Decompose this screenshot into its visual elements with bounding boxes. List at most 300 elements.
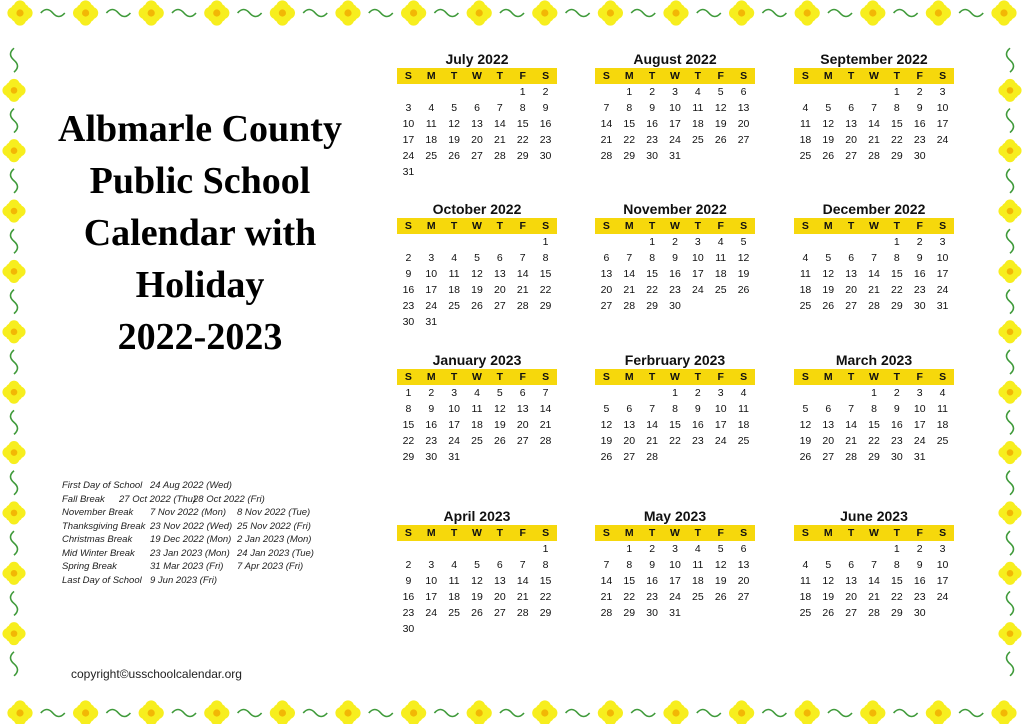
day-cell: 18: [714, 268, 727, 280]
day-cell: 12: [737, 252, 750, 264]
weekday-label: S: [404, 70, 412, 82]
day-cell: 11: [448, 575, 460, 587]
weekday-label: F: [717, 220, 724, 232]
holiday-date-start: 31 Mar 2023 (Fri): [150, 561, 224, 572]
weekday-label: W: [869, 371, 879, 383]
day-cell: 31: [425, 316, 438, 328]
day-cell: 22: [623, 134, 636, 146]
day-cell: 12: [600, 419, 613, 431]
month-title: July 2022: [445, 51, 509, 67]
day-cell: 31: [936, 300, 949, 312]
weekday-label: T: [893, 70, 901, 82]
weekday-label: M: [823, 371, 833, 383]
day-cell: 22: [669, 435, 681, 447]
day-cell: 11: [937, 403, 949, 415]
day-cell: 20: [494, 591, 506, 603]
weekday-label: F: [916, 371, 923, 383]
weekday-header: [397, 525, 557, 541]
day-cell: 28: [494, 150, 506, 162]
day-cell: 7: [649, 403, 656, 415]
weekday-label: S: [404, 220, 412, 232]
day-cell: 3: [672, 543, 678, 555]
month-title: June 2023: [840, 508, 908, 524]
weekday-label: W: [670, 527, 680, 539]
month-title: Ferbruary 2023: [624, 352, 726, 368]
day-cell: 8: [626, 559, 633, 571]
weekday-label: S: [602, 371, 610, 383]
day-cell: 21: [600, 134, 613, 146]
day-cell: 25: [692, 134, 704, 146]
day-cell: 17: [936, 268, 949, 280]
weekday-label: W: [472, 70, 482, 82]
month-calendar: [595, 351, 755, 465]
day-cell: 8: [672, 403, 678, 415]
day-cell: 19: [714, 118, 727, 130]
month-title: August 2022: [633, 51, 717, 67]
day-cell: 13: [471, 118, 483, 130]
day-cell: 11: [471, 403, 483, 415]
day-cell: 16: [891, 419, 903, 431]
day-cell: 24: [913, 435, 926, 447]
day-cell: 2: [405, 252, 412, 264]
day-cell: 25: [936, 435, 949, 447]
month-calendar: [595, 50, 755, 164]
month-title: April 2023: [443, 508, 511, 524]
weekday-label: S: [542, 527, 550, 539]
holiday-date-start: 27 Oct 2022 (Thu): [119, 493, 197, 505]
day-cell: 28: [600, 607, 613, 619]
day-cell: 21: [623, 284, 636, 296]
holiday-date-end: 7 Apr 2023 (Fri): [237, 561, 304, 572]
weekday-label: S: [404, 371, 412, 383]
day-cell: 23: [913, 284, 926, 296]
day-cell: 20: [737, 575, 750, 587]
day-cell: 2: [893, 387, 900, 399]
day-cell: 26: [714, 591, 727, 603]
day-cell: 25: [737, 435, 750, 447]
day-cell: 30: [913, 300, 926, 312]
day-cell: 28: [623, 300, 636, 312]
day-cell: 4: [740, 387, 747, 399]
day-cell: 17: [692, 268, 704, 280]
day-cell: 23: [669, 284, 681, 296]
day-cell: 2: [672, 236, 678, 248]
day-cell: 29: [891, 607, 903, 619]
day-cell: 6: [740, 543, 747, 555]
day-cell: 20: [494, 284, 506, 296]
day-cell: 31: [669, 607, 681, 619]
day-cell: 27: [737, 134, 750, 146]
day-cell: 8: [405, 403, 412, 415]
day-cell: 22: [891, 134, 903, 146]
day-cell: 6: [848, 559, 855, 571]
day-cell: 26: [714, 134, 727, 146]
weekday-label: F: [717, 527, 724, 539]
weekday-label: S: [740, 220, 748, 232]
day-cell: 15: [868, 419, 880, 431]
day-cell: 7: [603, 102, 610, 114]
weekday-label: T: [893, 371, 901, 383]
day-cell: 24: [936, 591, 949, 603]
day-cell: 19: [714, 575, 727, 587]
weekday-label: T: [450, 527, 458, 539]
day-cell: 9: [893, 403, 900, 415]
weekday-header: [595, 68, 755, 84]
weekday-label: M: [624, 527, 634, 539]
day-cell: 19: [822, 134, 835, 146]
weekday-label: M: [426, 220, 436, 232]
day-cell: 15: [516, 118, 529, 130]
day-cell: 19: [494, 419, 506, 431]
day-cell: 6: [740, 86, 747, 98]
day-cell: 17: [402, 134, 415, 146]
holiday-date-start: 24 Aug 2022 (Wed): [150, 480, 232, 491]
weekday-label: T: [694, 70, 702, 82]
weekday-label: T: [450, 371, 458, 383]
weekday-label: S: [602, 527, 610, 539]
day-cell: 16: [539, 118, 552, 130]
holiday-name: Mid Winter Break: [62, 547, 135, 559]
day-cell: 16: [646, 118, 658, 130]
day-cell: 14: [646, 419, 658, 431]
day-cell: 7: [496, 102, 503, 114]
day-cell: 11: [738, 403, 750, 415]
day-cell: 12: [448, 118, 460, 130]
day-cell: 21: [868, 284, 880, 296]
day-cell: 27: [600, 300, 613, 312]
weekday-label: S: [801, 220, 809, 232]
day-cell: 4: [802, 252, 809, 264]
day-cell: 30: [646, 607, 658, 619]
weekday-label: T: [450, 220, 458, 232]
weekday-label: F: [519, 70, 526, 82]
day-grid: [397, 234, 557, 330]
day-grid: [794, 234, 954, 314]
day-grid: [595, 541, 755, 621]
day-cell: 26: [600, 451, 613, 463]
day-cell: 2: [428, 387, 435, 399]
day-cell: 16: [425, 419, 438, 431]
day-cell: 29: [539, 607, 552, 619]
holiday-date-start: 23 Nov 2022 (Wed): [150, 520, 233, 532]
day-cell: 11: [799, 118, 811, 130]
holiday-date-end: 28 Oct 2022 (Fri): [193, 493, 265, 505]
day-cell: 26: [822, 607, 835, 619]
day-cell: 3: [451, 387, 458, 399]
weekday-label: W: [472, 220, 482, 232]
weekday-label: M: [823, 527, 833, 539]
day-grid: [595, 234, 755, 314]
day-cell: 28: [600, 150, 613, 162]
title-line: Public School: [89, 160, 311, 202]
day-cell: 17: [913, 419, 926, 431]
day-cell: 4: [717, 236, 724, 248]
weekday-label: S: [542, 70, 550, 82]
day-cell: 29: [646, 300, 658, 312]
month-calendar: [595, 507, 755, 621]
page-title: [30, 103, 370, 363]
day-cell: 7: [519, 559, 526, 571]
month-title: May 2023: [643, 508, 707, 524]
day-cell: 29: [868, 451, 880, 463]
day-cell: 18: [799, 284, 812, 296]
weekday-header: [397, 369, 557, 385]
day-cell: 15: [891, 118, 903, 130]
day-cell: 15: [402, 419, 415, 431]
day-cell: 15: [539, 268, 552, 280]
weekday-label: F: [717, 371, 724, 383]
weekday-label: W: [869, 220, 879, 232]
day-cell: 11: [692, 102, 704, 114]
day-cell: 18: [448, 591, 460, 603]
day-cell: 25: [799, 607, 812, 619]
day-cell: 19: [737, 268, 750, 280]
day-cell: 20: [471, 134, 483, 146]
day-cell: 14: [516, 575, 529, 587]
day-cell: 2: [916, 543, 923, 555]
day-cell: 26: [822, 150, 835, 162]
holiday-name: Fall Break: [62, 493, 105, 505]
day-cell: 14: [868, 575, 880, 587]
day-cell: 5: [740, 236, 747, 248]
month-calendar: [397, 351, 557, 465]
weekday-label: T: [893, 527, 901, 539]
day-cell: 12: [714, 102, 727, 114]
day-grid: [397, 541, 557, 637]
day-cell: 21: [845, 435, 857, 447]
weekday-label: W: [869, 70, 879, 82]
holiday-date-end: 25 Nov 2022 (Fri): [237, 520, 311, 532]
weekday-label: W: [670, 220, 680, 232]
day-cell: 8: [542, 252, 549, 264]
day-cell: 24: [448, 435, 460, 447]
day-cell: 14: [600, 118, 613, 130]
day-cell: 11: [425, 118, 437, 130]
day-cell: 6: [603, 252, 610, 264]
day-cell: 8: [893, 252, 900, 264]
day-cell: 26: [471, 300, 483, 312]
day-cell: 3: [939, 86, 946, 98]
day-cell: 28: [845, 451, 857, 463]
day-cell: 29: [539, 300, 552, 312]
holiday-name: Last Day of School: [62, 574, 142, 586]
day-cell: 14: [516, 268, 529, 280]
day-cell: 5: [825, 559, 832, 571]
day-cell: 11: [799, 575, 811, 587]
day-cell: 16: [913, 268, 926, 280]
weekday-label: F: [916, 70, 923, 82]
day-cell: 13: [845, 268, 857, 280]
day-cell: 9: [649, 102, 656, 114]
day-cell: 18: [692, 118, 704, 130]
day-cell: 17: [669, 118, 681, 130]
day-cell: 22: [891, 591, 903, 603]
day-cell: 26: [799, 451, 812, 463]
day-cell: 1: [893, 86, 900, 98]
weekday-label: S: [542, 371, 550, 383]
day-cell: 13: [737, 559, 750, 571]
day-cell: 7: [871, 102, 877, 114]
day-cell: 22: [891, 284, 903, 296]
weekday-label: M: [426, 527, 436, 539]
weekday-label: F: [916, 527, 923, 539]
weekday-label: F: [519, 527, 526, 539]
day-cell: 18: [737, 419, 750, 431]
day-cell: 5: [825, 102, 832, 114]
day-cell: 7: [519, 252, 526, 264]
weekday-label: M: [624, 220, 634, 232]
weekday-label: T: [694, 371, 702, 383]
day-cell: 6: [848, 102, 855, 114]
day-cell: 10: [692, 252, 704, 264]
day-cell: 14: [494, 118, 506, 130]
day-cell: 4: [474, 387, 480, 399]
day-cell: 12: [822, 118, 835, 130]
weekday-label: S: [542, 220, 550, 232]
day-cell: 10: [936, 252, 949, 264]
day-cell: 4: [939, 387, 946, 399]
month-calendar: [397, 507, 557, 637]
day-cell: 1: [672, 387, 678, 399]
weekday-label: W: [472, 371, 482, 383]
day-cell: 26: [737, 284, 750, 296]
title-line: 2022-2023: [117, 316, 283, 358]
day-cell: 14: [845, 419, 857, 431]
day-cell: 3: [717, 387, 724, 399]
day-cell: 16: [669, 268, 681, 280]
day-cell: 20: [845, 284, 857, 296]
day-cell: 21: [868, 591, 880, 603]
day-cell: 15: [669, 419, 681, 431]
day-cell: 1: [519, 86, 526, 98]
day-cell: 30: [402, 623, 415, 635]
day-cell: 8: [893, 559, 900, 571]
day-cell: 10: [425, 268, 438, 280]
day-cell: 16: [402, 284, 415, 296]
day-cell: 10: [448, 403, 460, 415]
weekday-label: F: [519, 371, 526, 383]
day-cell: 8: [626, 102, 633, 114]
day-cell: 17: [936, 575, 949, 587]
day-cell: 30: [646, 150, 658, 162]
month-title: March 2023: [835, 352, 913, 368]
day-cell: 3: [939, 543, 946, 555]
day-cell: 21: [516, 591, 529, 603]
day-cell: 22: [539, 284, 552, 296]
day-cell: 29: [623, 607, 636, 619]
day-grid: [595, 84, 755, 164]
weekday-label: T: [847, 371, 855, 383]
day-cell: 15: [891, 268, 903, 280]
day-cell: 4: [451, 252, 458, 264]
day-cell: 19: [600, 435, 613, 447]
day-cell: 25: [714, 284, 727, 296]
day-cell: 13: [494, 268, 506, 280]
weekday-label: T: [450, 70, 458, 82]
day-cell: 24: [425, 300, 438, 312]
day-cell: 6: [848, 252, 855, 264]
day-cell: 2: [916, 236, 923, 248]
day-cell: 30: [913, 150, 926, 162]
weekday-label: T: [694, 527, 702, 539]
day-cell: 4: [802, 102, 809, 114]
day-cell: 24: [402, 150, 415, 162]
day-cell: 26: [822, 300, 835, 312]
day-cell: 21: [516, 284, 529, 296]
day-cell: 27: [737, 591, 750, 603]
day-cell: 1: [893, 236, 900, 248]
month-title: September 2022: [820, 51, 928, 67]
day-cell: 10: [669, 102, 681, 114]
day-cell: 20: [600, 284, 613, 296]
day-cell: 22: [516, 134, 529, 146]
day-cell: 29: [623, 150, 636, 162]
day-cell: 10: [936, 102, 949, 114]
day-cell: 18: [425, 134, 438, 146]
day-cell: 9: [428, 403, 435, 415]
day-cell: 22: [868, 435, 880, 447]
day-cell: 2: [649, 543, 656, 555]
day-cell: 21: [539, 419, 552, 431]
weekday-label: S: [740, 527, 748, 539]
day-cell: 21: [868, 134, 880, 146]
day-cell: 12: [494, 403, 506, 415]
day-cell: 24: [936, 134, 949, 146]
day-cell: 31: [913, 451, 926, 463]
day-cell: 30: [891, 451, 903, 463]
day-cell: 16: [913, 575, 926, 587]
weekday-label: F: [916, 220, 923, 232]
weekday-label: T: [893, 220, 901, 232]
day-cell: 3: [694, 236, 701, 248]
day-cell: 28: [646, 451, 658, 463]
day-cell: 25: [471, 435, 483, 447]
day-cell: 28: [516, 300, 529, 312]
day-cell: 10: [936, 559, 949, 571]
weekday-label: M: [624, 371, 634, 383]
weekday-header: [595, 218, 755, 234]
day-cell: 12: [471, 268, 483, 280]
day-grid: [794, 385, 954, 465]
day-cell: 28: [539, 435, 552, 447]
title-line: Albmarle County: [58, 108, 342, 150]
day-cell: 5: [474, 252, 480, 264]
day-cell: 5: [451, 102, 458, 114]
day-cell: 8: [519, 102, 526, 114]
weekday-header: [794, 369, 954, 385]
day-cell: 19: [822, 591, 835, 603]
day-cell: 18: [471, 419, 483, 431]
day-cell: 1: [893, 543, 900, 555]
day-cell: 13: [845, 118, 857, 130]
weekday-label: F: [519, 220, 526, 232]
day-cell: 9: [916, 102, 923, 114]
day-cell: 15: [646, 268, 658, 280]
day-cell: 7: [871, 252, 877, 264]
day-cell: 13: [494, 575, 506, 587]
day-cell: 2: [542, 86, 549, 98]
day-cell: 27: [822, 451, 835, 463]
day-cell: 1: [626, 86, 633, 98]
holiday-date-end: 24 Jan 2023 (Tue): [237, 547, 314, 559]
day-cell: 14: [868, 268, 880, 280]
day-cell: 8: [893, 102, 900, 114]
holiday-date-end: 2 Jan 2023 (Mon): [237, 534, 312, 545]
day-cell: 19: [822, 284, 835, 296]
day-cell: 24: [936, 284, 949, 296]
day-cell: 6: [474, 102, 480, 114]
day-cell: 27: [494, 607, 506, 619]
